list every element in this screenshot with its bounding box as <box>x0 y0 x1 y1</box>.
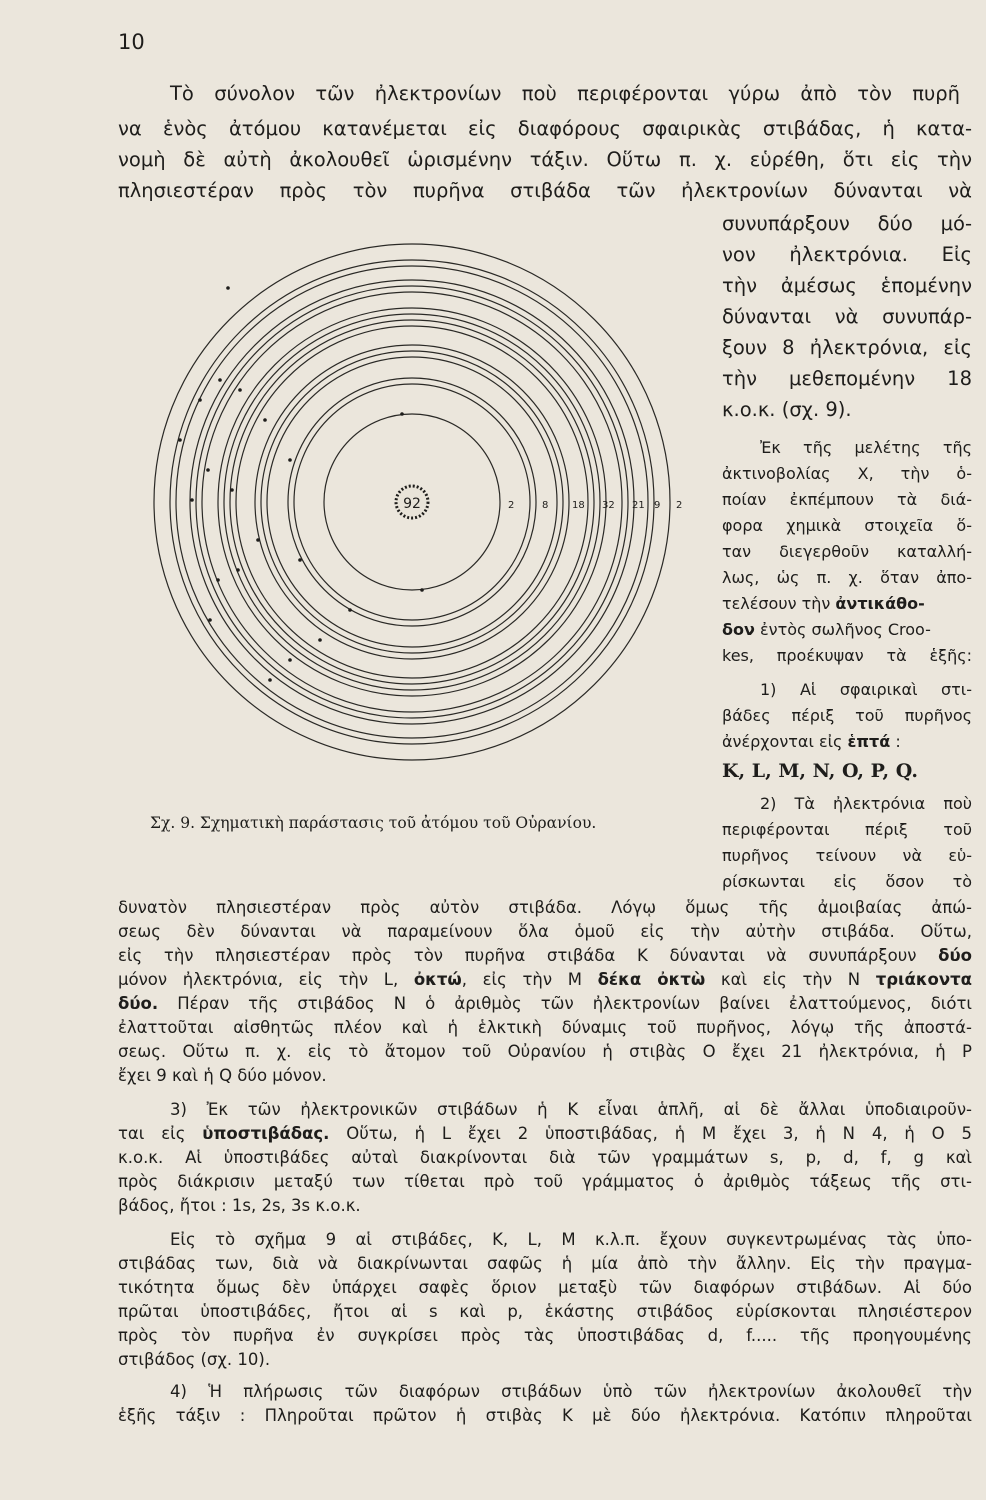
text-line: σεως. Οὕτω π. χ. εἰς τὸ ἄτομον τοῦ Οὐρανίου ἡ στιβὰς Ο ἔχει 21 ἠλεκτρόνια, ἡ Ρ <box>118 1042 972 1061</box>
text-line: νον ἠλεκτρόνια. Εἰς <box>722 243 972 266</box>
text-line: πλησιεστέραν πρὸς τὸν πυρῆνα στιβάδα τῶν ἠλεκτρονίων δύνανται νὰ <box>118 179 972 202</box>
shell-label: 8 <box>542 500 549 511</box>
text-line: συνυπάρξουν δύο μό- <box>722 212 972 235</box>
text-line: Ἐκ τῆς μελέτης τῆς <box>760 438 972 457</box>
shell-label: 18 <box>572 500 585 511</box>
shell-label: 21 <box>632 500 645 511</box>
bold-term: ὀκτώ <box>413 970 462 989</box>
text-line <box>722 620 931 639</box>
bold-term: τριάκοντα <box>875 970 972 989</box>
nucleus-label: 92 <box>403 496 421 512</box>
text-line: ἀκτινοβολίας Χ, τὴν ὁ- <box>722 464 972 483</box>
text-line: πρὸς τὸν πυρῆνα ἐν συγκρίσει πρὸς τὰς ὑποστιβάδας d, f..... τῆς προηγουμένης <box>118 1326 972 1345</box>
text-line: δυνατὸν πλησιεστέραν πρὸς αὐτὸν στιβάδα. Λόγῳ ὅμως τῆς ἀμοιβαίας ἀπώ- <box>118 898 972 917</box>
shell-label: 2 <box>676 500 683 511</box>
shell-label: 9 <box>654 500 661 511</box>
text-line <box>118 1124 972 1143</box>
text-line: δύνανται νὰ συνυπάρ- <box>722 305 972 328</box>
text-line <box>118 946 972 965</box>
text-line: μόνον ἠλεκτρόνια, εἰς τὴν L, ὀκτώ, εἰς τὴν Μ δέκα ὀκτὼ καὶ εἰς τὴν Ν τριάκοντα <box>118 970 972 989</box>
shell-label: 32 <box>602 500 615 511</box>
text-span: , εἰς τὴν Μ <box>461 970 582 989</box>
text-line: κ.ο.κ. (σχ. 9). <box>722 398 852 421</box>
bold-term: δέκα ὀκτὼ <box>597 970 706 989</box>
text-line: 3) Ἐκ τῶν ἠλεκτρονικῶν στιβάδων ἡ Κ εἶναι ἁπλῆ, αἱ δὲ ἄλλαι ὑποδιαιροῦν- <box>170 1100 972 1119</box>
text-span: ἀνέρχονται εἰς <box>722 732 843 751</box>
text-line: 2) Τὰ ἠλεκτρόνια ποὺ <box>760 794 972 813</box>
figure-caption: Σχ. 9. Σχηματικὴ παράστασις τοῦ ἀτόμου τοῦ Οὐρανίου. <box>150 814 597 832</box>
text-line: φορα χημικὰ στοιχεῖα ὅ- <box>722 516 972 535</box>
text-line: ἐλαττοῦται αἰσθητῶς πλέον καὶ ἡ ἑλκτικὴ δύναμις τοῦ πυρῆνος, λόγῳ τῆς ἀποστά- <box>118 1018 972 1037</box>
bold-term: ἀντικάθο- <box>835 594 925 613</box>
text-span: καὶ εἰς τὴν Ν <box>720 970 861 989</box>
nucleus <box>396 486 428 518</box>
text-line: Εἰς τὸ σχῆμα 9 αἱ στιβάδες, Κ, L, Μ κ.λ.π. ἔχουν συγκεντρωμένας τὰς ὑπο- <box>170 1230 972 1249</box>
bold-term: ἑπτά <box>847 732 891 751</box>
text-line: σεως δὲν δύνανται νὰ παραμείνουν ὅλα ὁμοῦ εἰς τὴν αὐτὴν στιβάδα. Οὕτω, <box>118 922 972 941</box>
text-line: πρῶται ὑποστιβάδες, ἤτοι αἱ s καὶ p, ἑκάστης στιβάδος εὑρίσκονται πλησιέστερον <box>118 1302 972 1321</box>
text-line: να ἑνὸς ἀτόμου κατανέμεται εἰς διαφόρους σφαιρικὰς στιβάδας, ἡ κατα- <box>118 117 972 140</box>
text-line: ποίαν ἐκπέμπουν τὰ διά- <box>722 490 972 509</box>
bold-term: δύο. <box>118 994 159 1013</box>
text-line: kes, προέκυψαν τὰ ἑξῆς: <box>722 646 972 665</box>
text-span: εἰς τὴν πλησιεστέραν πρὸς τὸν πυρῆνα στιβάδα Κ δύνανται νὰ συνυπάρξουν <box>118 946 917 965</box>
text-line: βάδος, ἤτοι : 1s, 2s, 3s κ.ο.κ. <box>118 1196 361 1215</box>
text-span: ἐντὸς σωλῆνος Croo- <box>759 620 931 639</box>
text-line: τὴν μεθεπομένην 18 <box>722 367 972 390</box>
text-line: τικότητα ὅμως δὲν ὑπάρχει σαφὲς ὅριον μεταξὺ τῶν διαφόρων στιβάδων. Αἱ δύο <box>118 1278 972 1297</box>
atom-diagram <box>140 240 710 800</box>
text-span: Πέραν τῆς στιβάδος Ν ὁ ἀριθμὸς τῶν ἠλεκτρονίων βαίνει ἐλαττούμενος, διότι <box>158 994 972 1013</box>
text-span: μόνον ἠλεκτρόνια, εἰς τὴν L <box>118 970 393 989</box>
bold-term: δύο <box>938 946 972 965</box>
text-line: στιβάδος (σχ. 10). <box>118 1350 271 1369</box>
bold-term: δον <box>722 620 755 639</box>
text-line: 4) Ἡ πλήρωσις τῶν διαφόρων στιβάδων ὑπὸ τῶν ἠλεκτρονίων ἀκολουθεῖ τὴν <box>170 1382 972 1401</box>
text-span: Οὕτω, ἡ L ἔχει 2 ὑποστιβάδας, ἡ Μ ἔχει 3, ἡ Ν 4, ἡ Ο 5 <box>329 1124 972 1143</box>
text-line: πυρῆνος τείνουν νὰ εὑ- <box>722 846 972 865</box>
text-line: ξουν 8 ἠλεκτρόνια, εἰς <box>722 336 972 359</box>
text-line: κ.ο.κ. Αἱ ὑποστιβάδες αὐταὶ διακρίνονται διὰ τῶν γραμμάτων s, p, d, f, g καὶ <box>118 1148 972 1167</box>
text-line: τὴν ἀμέσως ἑπομένην <box>722 274 972 297</box>
text-line: 1) Αἱ σφαιρικαὶ στι- <box>760 680 972 699</box>
text-line: λως, ὡς π. χ. ὅταν ἀπο- <box>722 568 972 587</box>
text-line <box>118 994 972 1013</box>
shell-label: 2 <box>508 500 515 511</box>
electrons <box>178 286 424 682</box>
bold-term: ὑποστιβάδας. <box>202 1124 330 1143</box>
text-line <box>722 594 925 613</box>
text-line: ἔχει 9 καὶ ἡ Q δύο μόνον. <box>118 1066 327 1085</box>
text-line: ἀνέρχονται εἰς ἑπτά : <box>722 732 901 751</box>
text-span: ται εἰς <box>118 1124 186 1143</box>
page-number: 10 <box>118 30 145 54</box>
text-line: περιφέρονται πέριξ τοῦ <box>722 820 972 839</box>
text-span: τελέσουν τὴν <box>722 594 831 613</box>
text-line: ρίσκωνται εἰς ὅσον τὸ <box>722 872 972 891</box>
text-line: ταν διεγερθοῦν καταλλή- <box>722 542 972 561</box>
text-line: πρὸς διάκρισιν μεταξύ των τίθεται πρὸ τοῦ γράμματος ὁ ἀριθμὸς τάξεως τῆς στι- <box>118 1172 972 1191</box>
text-line: ἑξῆς τάξιν : Πληροῦται πρῶτον ἡ στιβὰς Κ μὲ δύο ἠλεκτρόνια. Κατόπιν πληροῦται <box>118 1406 972 1425</box>
text-line: βάδες πέριξ τοῦ πυρῆνος <box>722 706 972 725</box>
shell-letters: K, L, M, N, O, P, Q. <box>722 760 918 782</box>
text-line: στιβάδας των, διὰ νὰ διακρίνωνται σαφῶς ἡ μία ἀπὸ τὴν ἄλλην. Εἰς τὴν πραγμα- <box>118 1254 972 1273</box>
text-line: νομὴ δὲ αὐτὴ ἀκολουθεῖ ὡρισμένην τάξιν. Οὕτω π. χ. εὑρέθη, ὅτι εἰς τὴν <box>118 148 972 171</box>
text-line: Τὸ σύνολον τῶν ἠλεκτρονίων ποὺ περιφέρονται γύρω ἀπὸ τὸν πυρῆ <box>170 82 960 105</box>
